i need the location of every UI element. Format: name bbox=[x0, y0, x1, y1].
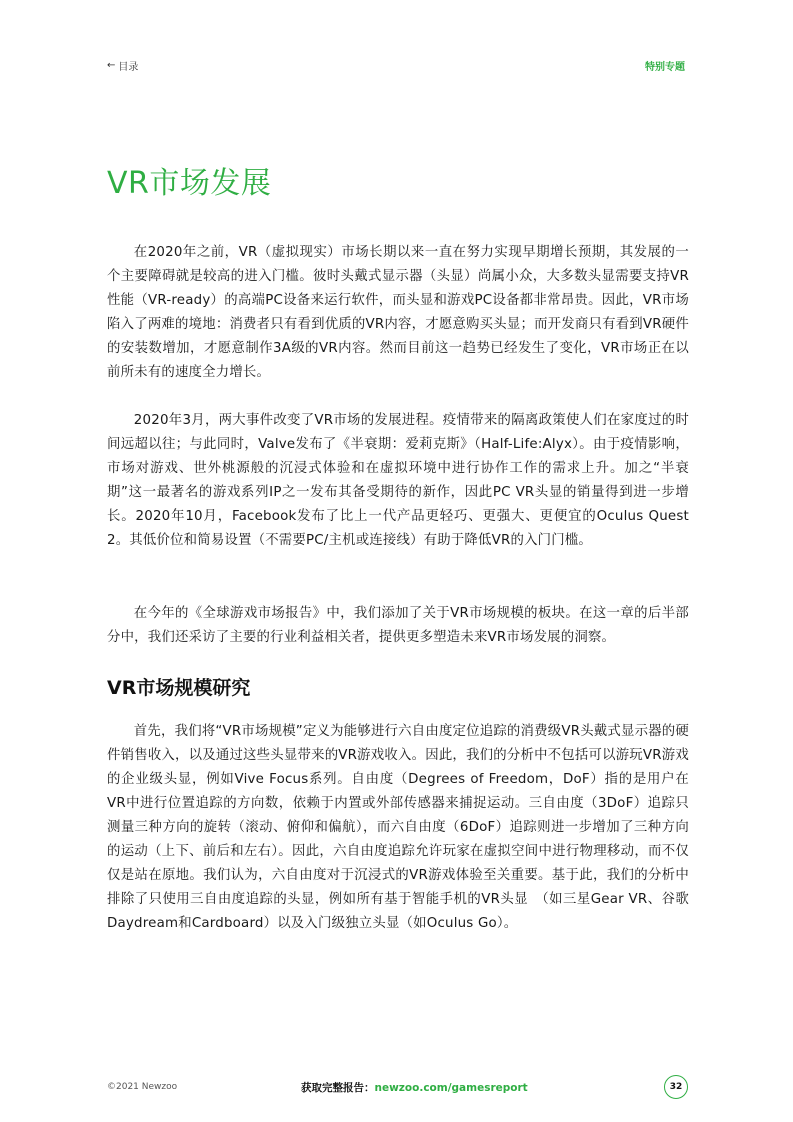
paragraph-market-definition: 首先，我们将“VR市场规模”定义为能够进行六自由度定位追踪的消费级VR头戴式显示器的硬件销售收入，以及通过这些头显带来的VR游戏收入。因此，我们的分析中不包括可以游玩VR游戏的企业级头显，例如Vive Focus系列。自由度（Degrees of Freedom，DoF）指的是用户在VR中进行位置追踪的方向数，依赖于内置或外部传感器来捕捉运动。三自由度（3DoF）追踪只测量三种方向的旋转（滚动、俯仰和偏航），而六自由度（6DoF）追踪则进一步增加了三种方向的运动（上下、前后和左右）。因此，六自由度追踪允许玩家在虚拟空间中进行物理移动，而不仅仅是站在原地。我们认为，六自由度对于沉浸式的VR游戏体验至关重要。基于此，我们的分析中排除了只使用三自由度追踪的头显，例如所有基于智能手机的VR头显 （如三星Gear VR、谷歌Daydream和Cardboard）以及入门级独立头显（如Oculus Go）。 bbox=[107, 724, 689, 931]
section-subheading: VR市场规模研究 bbox=[107, 677, 251, 699]
paragraph-intro: 在2020年之前，VR（虚拟现实）市场长期以来一直在努力实现早期增长预期，其发展的一个主要障碍就是较高的进入门槛。彼时头戴式显示器（头显）尚属小众，大多数头显需要支持VR性能（VR-ready）的高端PC设备来运行软件，而头显和游戏PC设备都非常昂贵。因此，VR市场陷入了两难的境地：消费者只有看到优质的VR内容，才愿意购买头显；而开发商只有看到VR硬件的安装数增加，才愿意制作3A级的VR内容。然而目前这一趋势已经发生了变化，VR市场正在以前所未有的速度全力增长。 bbox=[107, 245, 689, 380]
toc-link[interactable] bbox=[107, 58, 138, 73]
paragraph-report-section: 在今年的《全球游戏市场报告》中，我们添加了关于VR市场规模的板块。在这一章的后半部分中，我们还采访了主要的行业利益相关者，提供更多塑造未来VR市场发展的洞察。 bbox=[107, 606, 689, 645]
footer-cta bbox=[301, 1080, 528, 1095]
toc-label: 目录 bbox=[118, 62, 139, 73]
page-number: 32 bbox=[664, 1075, 688, 1099]
footer-report-link[interactable]: newzoo.com/gamesreport bbox=[374, 1082, 528, 1094]
section-tag: 特别专题 bbox=[645, 62, 685, 73]
footer-copyright: ©2021 Newzoo bbox=[107, 1082, 178, 1092]
back-arrow-icon: ← bbox=[107, 60, 116, 71]
footer-cta-label: 获取完整报告： bbox=[301, 1082, 375, 1094]
paragraph-2020-events: 2020年3月，两大事件改变了VR市场的发展进程。疫情带来的隔离政策使人们在家度过的时间远超以往；与此同时，Valve发布了《半衰期：爱莉克斯》（Half-Life:Alyx）。由于疫情影响，市场对游戏、世外桃源般的沉浸式体验和在虚拟环境中进行协作工作的需求上升。加之“半衰期”这一最著名的游戏系列IP之一发布其备受期待的新作，因此PC VR头显的销量得到进一步增长。2020年10月，Facebook发布了比上一代产品更轻巧、更强大、更便宜的Oculus Quest 2。其低价位和简易设置（不需要PC/主机或连接线）有助于降低VR的入门门槛。 bbox=[107, 413, 689, 548]
page-title: VR市场发展 bbox=[107, 166, 272, 201]
